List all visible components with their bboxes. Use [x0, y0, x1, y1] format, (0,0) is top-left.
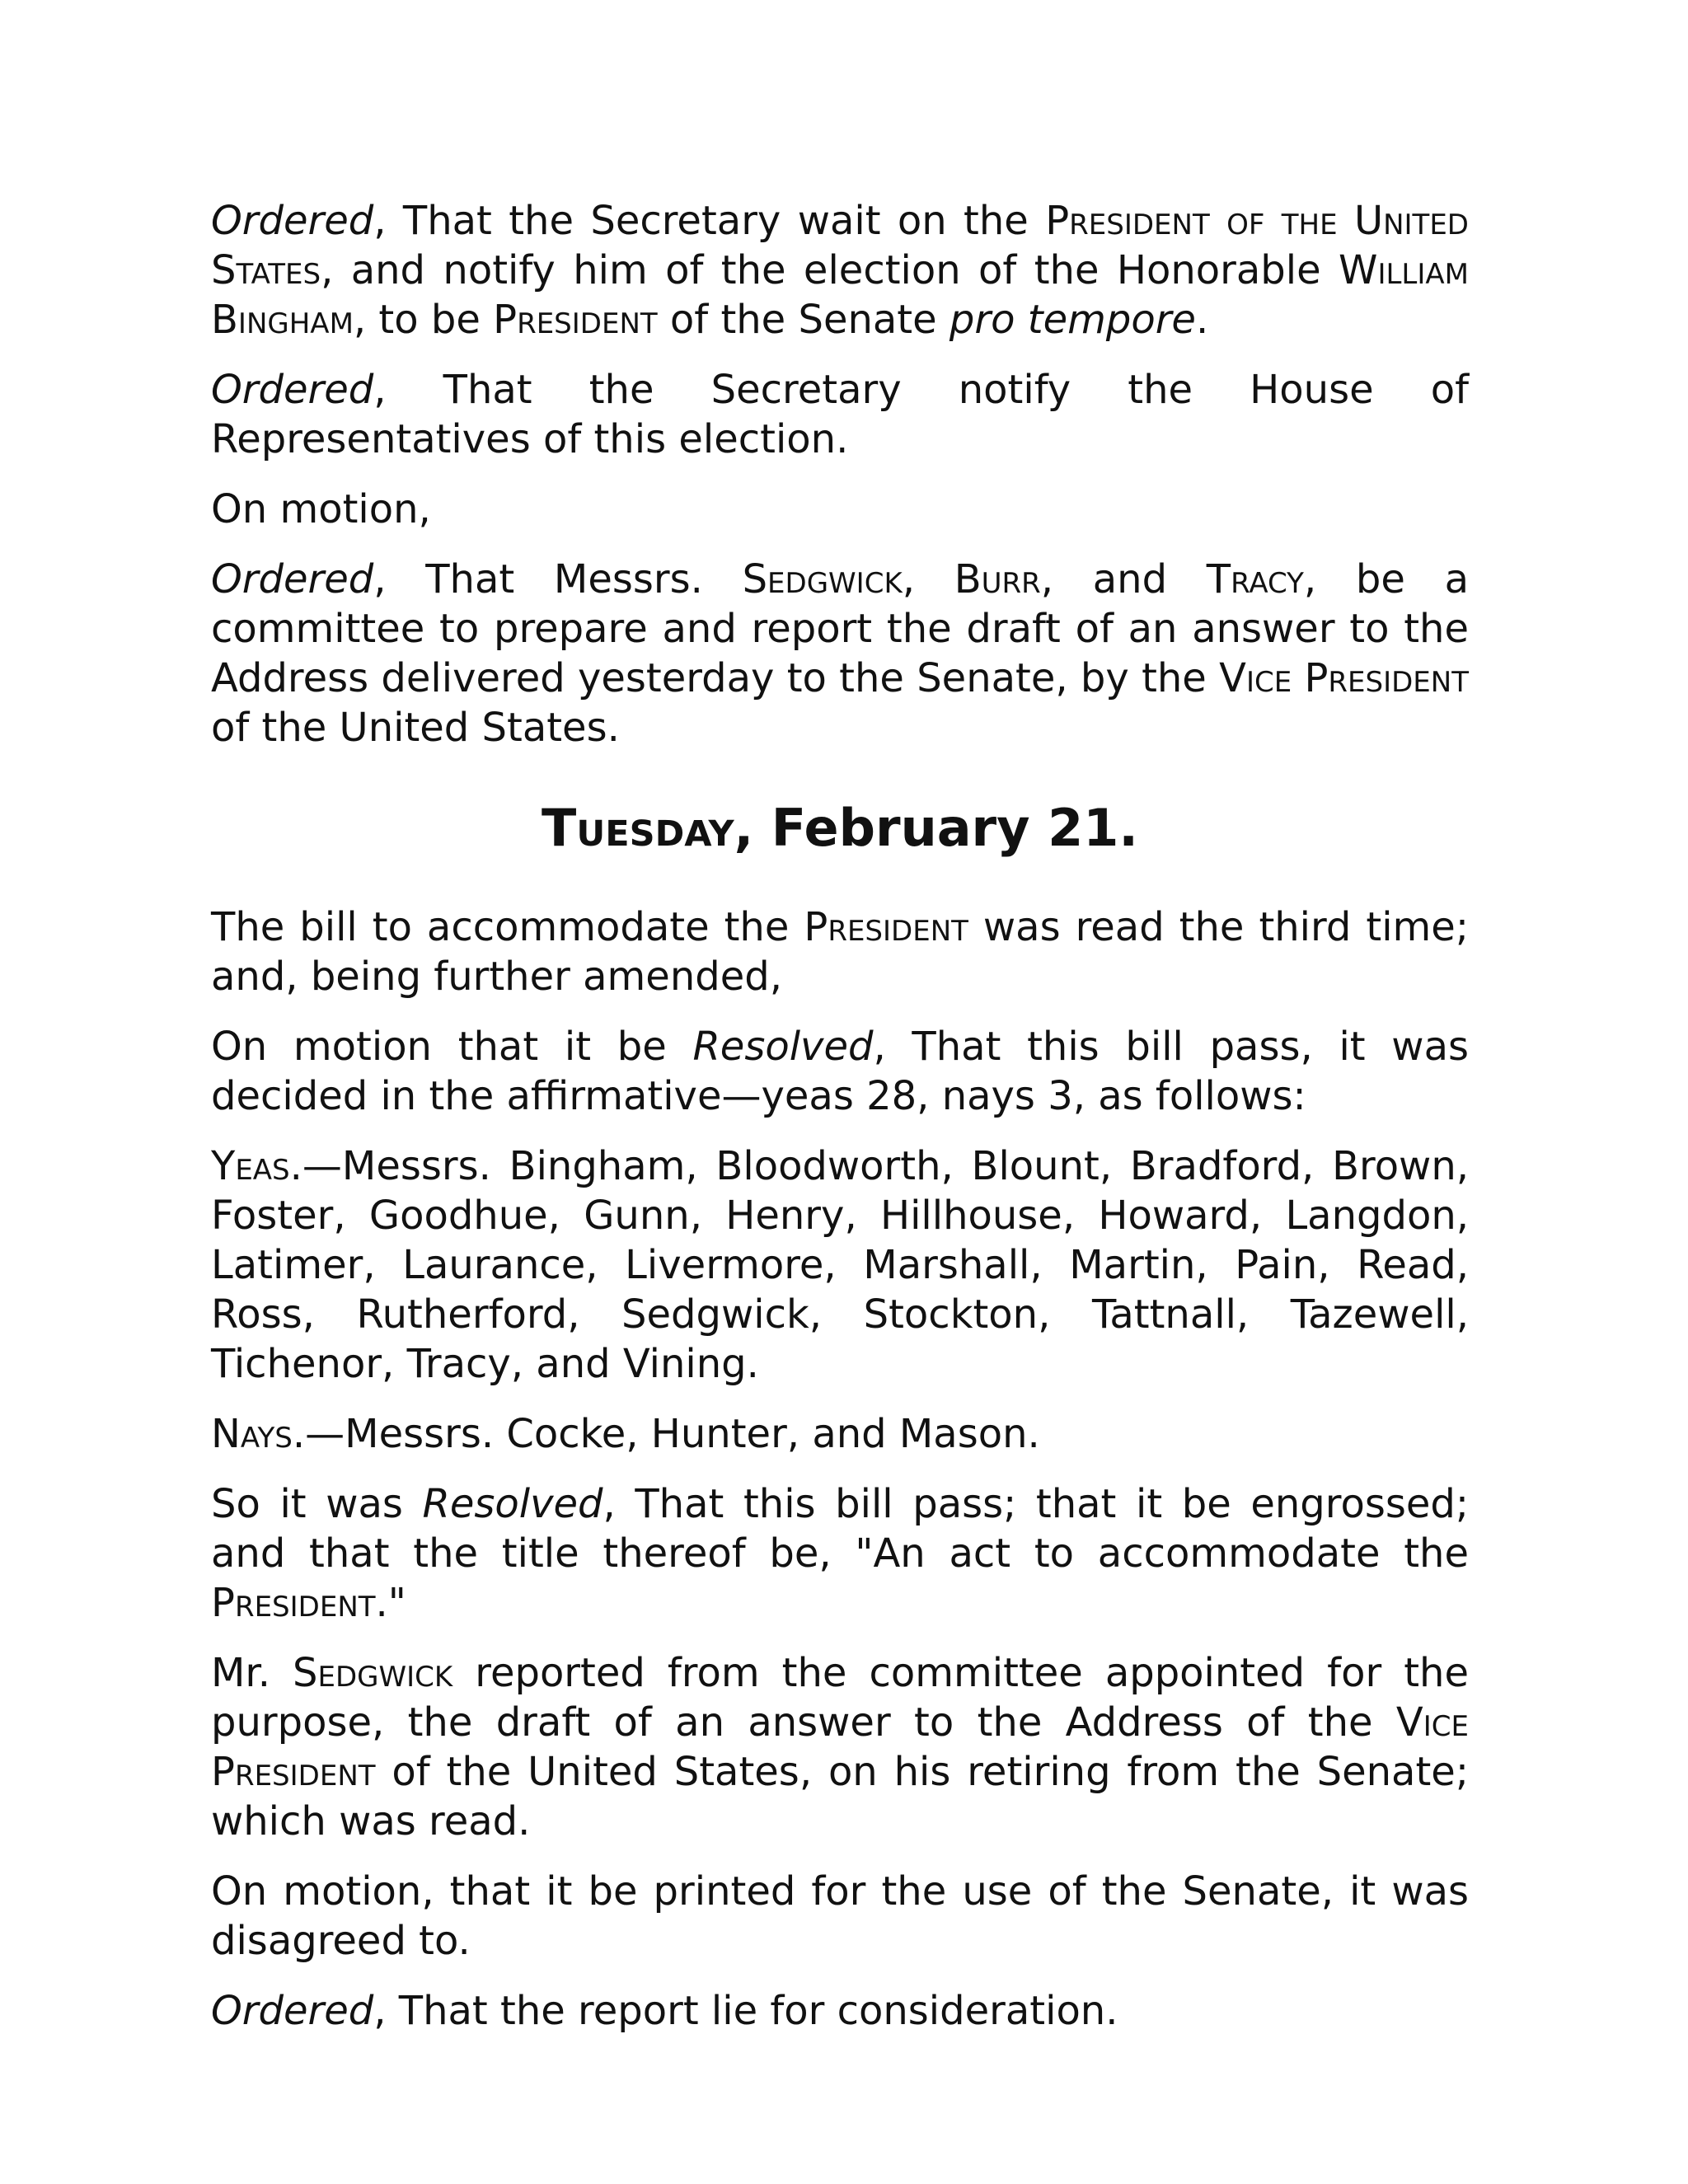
text-run: .": [375, 1580, 406, 1626]
heading-day: Tuesday: [542, 798, 734, 858]
text-run: , That this bill pass, it was decided in the affirmative—yeas 28, nays 3, as follows:: [211, 1024, 1469, 1119]
italic-text: pro tempore: [949, 297, 1196, 343]
italic-text: Ordered: [211, 198, 374, 244]
text-run: of the United States, on his retiring from the Senate; which was read.: [211, 1749, 1469, 1844]
text-run: Mr.: [211, 1650, 293, 1696]
paragraph-ordered-notify-house: [211, 365, 1469, 464]
small-caps-text: Vice President: [211, 1699, 1469, 1795]
paragraph-motion-resolved: [211, 1022, 1469, 1121]
text-run: of the United States.: [211, 705, 620, 751]
text-run: , be a committee to prepare and report the draft of an answer to the Address delivered yesterday to the Senate, by the: [211, 556, 1470, 701]
paragraph-yeas: [211, 1141, 1469, 1389]
text-run: of the Senate: [657, 297, 950, 343]
text-run: The bill to accommodate the: [211, 904, 804, 950]
paragraph-bill-third-reading: [211, 902, 1469, 1001]
italic-text: Ordered: [211, 556, 374, 602]
text-run: , and notify him of the election of the Honorable: [321, 247, 1339, 293]
text-run: On motion that it be: [211, 1024, 693, 1070]
paragraph-ordered-committee: [211, 555, 1469, 752]
text-run: , to be: [353, 297, 494, 343]
text-run: On motion,: [211, 486, 431, 532]
italic-text: Ordered: [211, 367, 374, 413]
small-caps-text: Tracy: [1206, 556, 1304, 602]
text-run: , and: [1040, 556, 1207, 602]
paragraph-ordered-report: [211, 1986, 1469, 2036]
paragraph-on-motion: [211, 485, 1469, 534]
text-run: , That this bill pass; that it be engrossed; and that the title thereof be, "An act to accommodate the: [211, 1481, 1470, 1577]
text-run: On motion, that it be printed for the use of the Senate, it was disagreed to.: [211, 1868, 1469, 1964]
italic-text: Ordered: [211, 1988, 374, 2034]
small-caps-text: Yeas: [211, 1143, 290, 1189]
small-caps-text: Sedgwick: [742, 556, 903, 602]
heading-date: , February 21.: [734, 798, 1138, 858]
small-caps-text: Sedgwick: [293, 1650, 453, 1696]
small-caps-text: President: [211, 1580, 376, 1626]
small-caps-text: William Bingham: [211, 247, 1469, 343]
section-top: [211, 196, 1469, 752]
italic-text: Resolved: [422, 1481, 603, 1527]
small-caps-text: Nays: [211, 1411, 293, 1457]
italic-text: Resolved: [692, 1024, 874, 1070]
text-run: .—Messrs. Bingham, Bloodworth, Blount, Bradford, Brown, Foster, Goodhue, Gunn, Henry, Hillhouse, Howard, Langdon, Latimer, Laurance, Livermore, Marshall, Martin, Pain, Read, Ross, Rutherford, Sedgwick, Stockton, Tattnall, Tazewell, Tichenor, Tracy, and Vining.: [211, 1143, 1469, 1387]
text-run: , That Messrs.: [373, 556, 743, 602]
small-caps-text: President: [804, 904, 968, 950]
text-run: .—Messrs. Cocke, Hunter, and Mason.: [292, 1411, 1040, 1457]
document-page: [211, 196, 1469, 2056]
small-caps-text: President of the United States: [211, 198, 1469, 293]
small-caps-text: Burr: [954, 556, 1041, 602]
text-run: , That the report lie for consideration.: [373, 1988, 1118, 2034]
paragraph-resolved-engrossed: [211, 1479, 1469, 1628]
paragraph-ordered-notify-president: [211, 196, 1469, 344]
text-run: , That the Secretary notify the House of Representatives of this election.: [211, 367, 1469, 462]
paragraph-sedgwick-reported: [211, 1648, 1469, 1846]
text-run: reported from the committee appointed for the purpose, the draft of an answer to the Address of the: [211, 1650, 1469, 1746]
text-run: So it was: [211, 1481, 423, 1527]
section-bottom: [211, 902, 1469, 2036]
paragraph-nays: [211, 1409, 1469, 1459]
text-run: ,: [902, 556, 954, 602]
small-caps-text: Vice President: [1219, 655, 1469, 701]
text-run: .: [1195, 297, 1209, 343]
paragraph-motion-printed: [211, 1867, 1469, 1966]
small-caps-text: President: [493, 297, 658, 343]
section-heading: [211, 795, 1469, 861]
text-run: , That the Secretary wait on the: [373, 198, 1046, 244]
text-run: was read the third time; and, being further amended,: [211, 904, 1469, 1000]
